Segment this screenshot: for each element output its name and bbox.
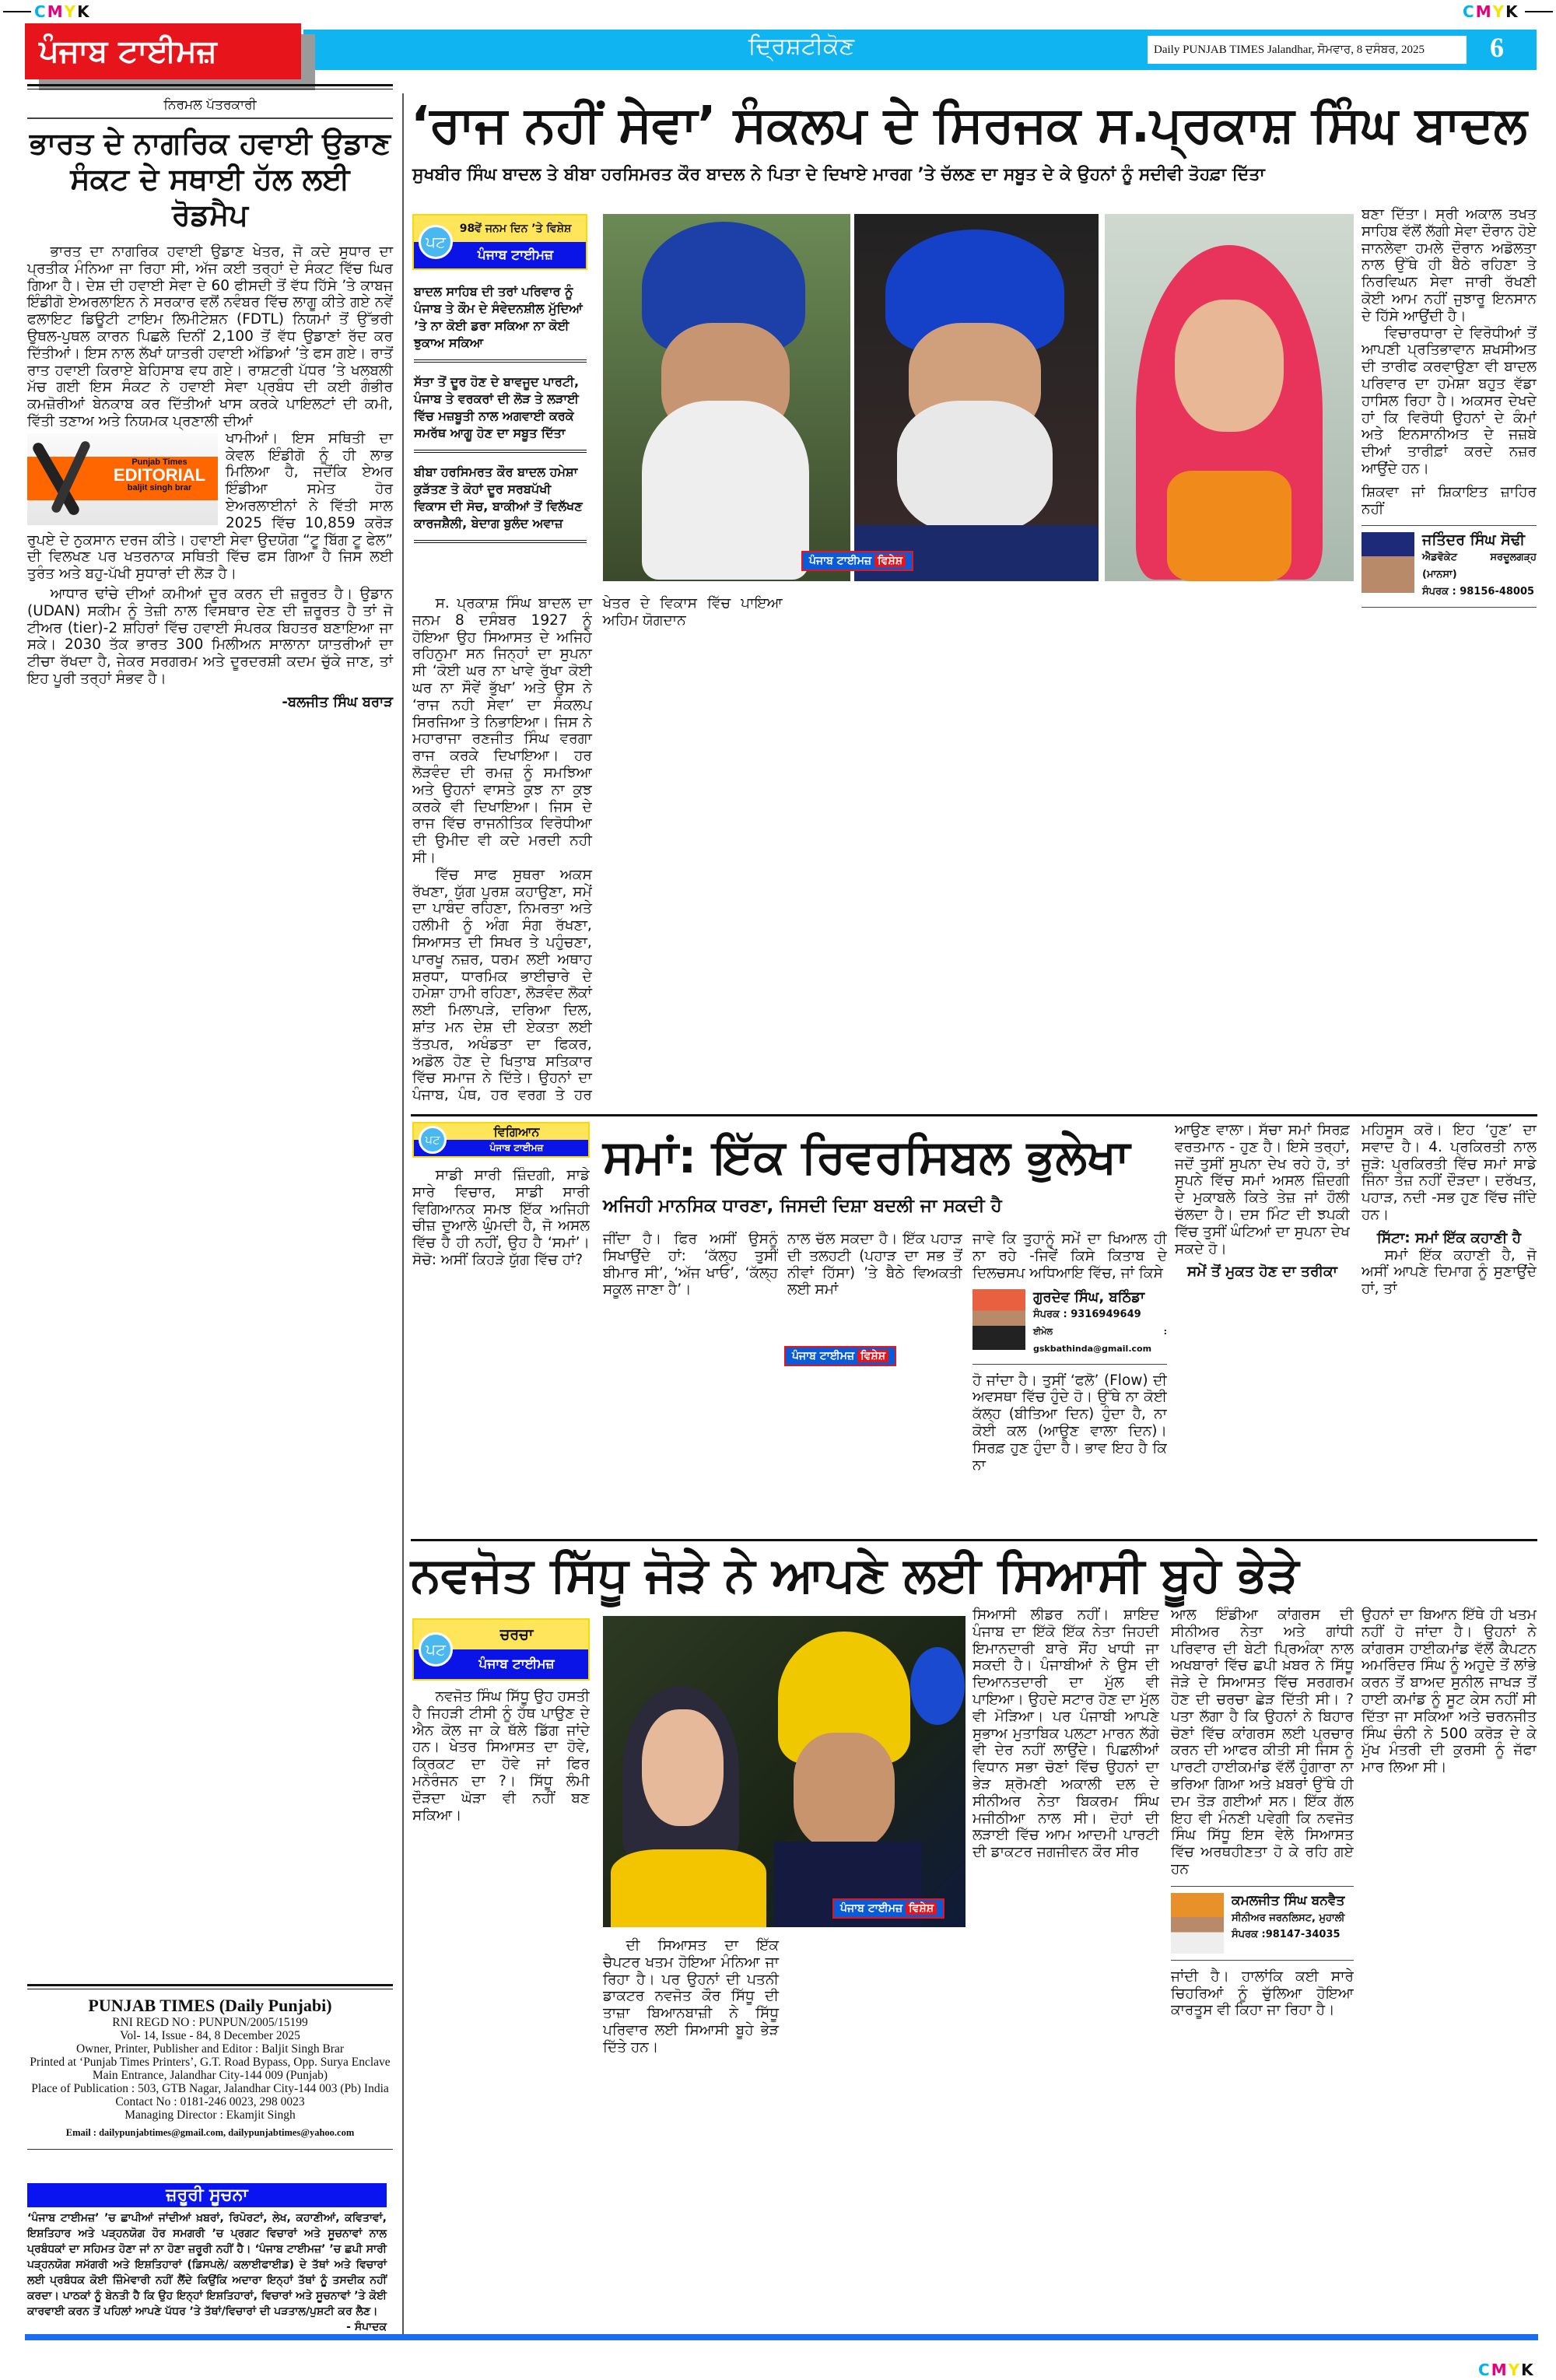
photo-harsimrat-kaur-badal [1105,214,1354,581]
story2-subhead: ਅਜਿਹੀ ਮਾਨਸਿਕ ਧਾਰਣਾ, ਜਿਸਦੀ ਦਿਸ਼ਾ ਬਦਲੀ ਜਾ ਸਕਦੀ ਹੈ [603,1196,1002,1216]
editorial-signature: -ਬਲਜੀਤ ਸਿੰਘ ਬਰਾੜ [282,693,393,710]
author-name: ਕਮਲਜੀਤ ਸਿੰਘ ਬਨਵੈਤ [1232,1892,1345,1909]
registration-mark [1525,11,1553,12]
author-role: ਸੀਨੀਅਰ ਜਰਨਲਿਸਟ, ਮੁਹਾਲੀ [1232,1912,1345,1924]
editorial-body [27,244,393,688]
cmyk-mark-left: CMYK [34,2,91,21]
divider [27,2149,393,2150]
story3-column [1171,1607,1354,2326]
author-name: ਗੁਰਦੇਵ ਸਿੰਘ, ਬਠਿੰਡਾ [1033,1289,1145,1306]
imprint-volume: Vol- 14, Issue - 84, 8 December 2025 [120,2029,300,2042]
editorial-headline: ਭਾਰਤ ਦੇ ਨਾਗਰਿਕ ਹਵਾਈ ਉਡਾਣ ਸੰਕਟ ਦੇ ਸਥਾਈ ਹੱਲ ਲਈ ਰੋਡਮੈਪ [30,126,391,232]
imprint-contact: Contact No : 0181-246 0023, 298 0023 [115,2095,305,2108]
story1-subhead: ਸੁਖਬੀਰ ਸਿੰਘ ਬਾਦਲ ਤੇ ਬੀਬਾ ਹਰਸਿਮਰਤ ਕੌਰ ਬਾਦਲ ਨੇ ਪਿਤਾ ਦੇ ਦਿਖਾਏ ਮਾਰਗ ’ਤੇ ਚੱਲਣ ਦਾ ਸਬੂਤ ਦੇ ਕੇ ਉਹਨਾਂ ਨੂੰ ਸਦੀਵੀ ਤੋਹਫ਼ਾ ਦਿੱਤਾ [412,165,1265,184]
story3-headline: ਨਵਜੋਤ ਸਿੱਧੂ ਜੋੜੇ ਨੇ ਆਪਣੇ ਲਈ ਸਿਆਸੀ ਬੂਹੇ ਭੇੜੇ [411,1546,1299,1603]
notice-signoff: - ਸੰਪਾਦਕ [346,2321,387,2333]
story2-column [787,1231,962,1534]
author-photo [1362,532,1414,593]
highlight-point: ਬੀਬਾ ਹਰਸਿਮਰਤ ਕੌਰ ਬਾਦਲ ਹਮੇਸ਼ਾ ਕੁੜੱਤਣ ਤੋ ਕੋਹਾਂ ਦੂਰ ਸਰਬਪੱਖੀ ਵਿਕਾਸ ਦੀ ਸੋਚ, ਬਾਕੀਆਂ ਤੋਂ ਵਿਲੱਖਣ ਕਾਰਜਸ਼ੈਲੀ, ਬੇਦਾਗ ਬੁਲੰਦ ਅਵਾਜ਼ [414,459,587,543]
badge-title: EDITORIAL [113,464,206,485]
story2-column [1362,1122,1537,1534]
highlight-point: ਸੱਤਾ ਤੋਂ ਦੂਰ ਹੋਣ ਦੇ ਬਾਵਜੂਦ ਪਾਰਟੀ, ਪੰਜਾਬ ਤੇ ਵਰਕਰਾਂ ਦੀ ਲੋੜ ਤੇ ਲੜਾਈ ਵਿੱਚ ਮਜ਼ਬੂਤੀ ਨਾਲ ਅਗਵਾਈ ਕਰਕੇ ਸਮਰੱਥ ਆਗੂ ਹੋਣ ਦਾ ਸਬੂਤ ਦਿੱਤਾ [414,369,587,453]
story-paragraph: ਸ. ਪ੍ਰਕਾਸ਼ ਸਿੰਘ ਬਾਦਲ ਦਾ ਜਨਮ 8 ਦਸੰਬਰ 1927 ਨੂੰ ਹੋਇਆ ਉਹ ਸਿਆਸਤ ਦੇ ਅਜਿਹੇ ਰਹਿਨੁਮਾ ਸਨ ਜਿਨ੍ਹਾਂ ਦਾ ਸੁਪਨਾ ਸੀ ‘ਕੋਈ ਘਰ ਨਾ ਖਾਵੇ ਰੁੱਖਾ ਕੋਈ ਘਰ ਨਾ ਸੌਵੇਂ ਭੁੱਖਾ’ ਅਤੇ ਉਸ ਨੇ ‘ਰਾਜ ਨਹੀ ਸੇਵਾ’ ਦਾ ਸੰਕਲਪ ਸਿਰਜਿਆ ਤੇ ਨਿਭਾਇਆ। ਜਿਸ ਨੇ ਮਹਾਰਾਜਾ ਰਣਜੀਤ ਸਿੰਘ ਵਰਗਾ ਰਾਜ ਕਰਕੇ ਦਿਖਾਇਆ। ਹਰ ਲੋੜਵੰਦ ਦੀ ਰਮਜ਼ ਨੂੰ ਸਮਝਿਆ ਅਤੇ ਉਹਨਾਂ ਵਾਸਤੇ ਕੁਝ ਨਾ ਕੁਝ ਕਰਕੇ ਵੀ ਦਿਖਾਇਆ। ਜਿਸ ਦੇ ਰਾਜ ਵਿੱਚ ਰਾਜਨੀਤਿਕ ਵਿਰੋਧੀਆ ਦੀ ਉਮੀਦ ਵੀ ਕਦੇ ਮਰਦੀ ਨਹੀ ਸੀ। [412,595,592,866]
story2-tag: ਪੰਜਾਬ ਟਾਈਮਜ਼ ਵਿਸ਼ੇਸ਼ [784,1346,896,1366]
dateline-text: Daily PUNJAB TIMES Jalandhar, ਸੋਮਵਾਰ, 8 ਦਸੰਬਰ, 2025 [1154,44,1425,56]
story-paragraph: ਸਾਡੀ ਸਾਰੀ ਜ਼ਿੰਦਗੀ, ਸਾਡੇ ਸਾਰੇ ਵਿਚਾਰ, ਸਾਡੀ ਸਾਰੀ ਵਿਗਿਆਨਕ ਸਮਝ ਇੱਕ ਅਜਿਹੀ ਚੀਜ਼ ਦੁਆਲੇ ਘੁੰਮਦੀ ਹੈ, ਜੋ ਅਸਲ ਵਿੱਚ ਹੈ ਹੀ ਨਹੀਂ, ਉਹ ਹੈ ‘ਸਮਾਂ’। ਸੋਚੋ: ਅਸੀਂ ਕਿਹੜੇ ਯੁੱਗ ਵਿੱਚ ਹਾਂ? [412,1167,590,1268]
imprint-email: Email : dailypunjabtimes@gmail.com, dailypunjabtimes@yahoo.com [65,2127,355,2138]
author-role: ਐਡਵੋਕੇਟ ਸਰਦੂਲਗੜ੍ਹ (ਮਾਨਸਾ) [1422,552,1537,580]
story3-section-badge [412,1618,590,1681]
story2-byline [972,1289,1167,1364]
story1-body [412,595,1354,1113]
badge-brand: Punjab Times [131,457,187,467]
story2-left-column [412,1167,590,1533]
editorial-paragraph: ਖਾਮੀਆਂ। ਇਸ ਸਥਿਤੀ ਦਾ ਕੇਵਲ ਇੰਡੀਗੋ ਨੂੰ ਹੀ ਲਾਭ ਮਿਲਿਆ ਹੈ, ਜਦੋਂਕਿ ਏਅਰ ਇੰਡੀਆ ਸਮੇਤ ਹੋਰ ਏਅਰਲਾਈਨਾਂ ਨੇ ਵਿੱਤੀ ਸਾਲ 2025 ਵਿੱਚ 10,859 ਕਰੋੜ ਰੁਪਏ ਦੇ ਨੁਕਸਾਨ ਦਰਜ ਕੀਤੇ। ਹਵਾਈ ਸੇਵਾ ਉਦਯੋਗ “ਟੂ ਬਿੱਗ ਟੂ ਫੇਲ” ਦੀ ਵਿਲਖਣ ਪਰ ਖਤਰਨਾਕ ਸਥਿਤੀ ਵਿੱਚ ਫਸ ਗਿਆ ਹੈ ਜਿਸ ਲਈ ਤੁਰੰਤ ਅਤੇ ਬਹੁ-ਪੱਖੀ ਸੁਧਾਰਾਂ ਦੀ ਲੋੜ ਹੈ। [27,429,393,583]
column-divider [402,93,404,2334]
imprint-title: PUNJAB TIMES (Daily Punjabi) [88,1996,332,2015]
story-paragraph: ਆਲ ਇੰਡੀਆ ਕਾਂਗਰਸ ਦੀ ਸੀਨੀਅਰ ਨੇਤਾ ਅਤੇ ਗਾਂਧੀ ਪਰਿਵਾਰ ਦੀ ਬੇਟੀ ਪ੍ਰਿਅੰਕਾ ਨਾਲ ਅਖਬਾਰਾਂ ਵਿੱਚ ਛਪੀ ਖ਼ਬਰ ਨੇ ਸਿੱਧੂ ਜੋੜੇ ਦੇ ਸਿਆਸਤ ਵਿੱਚ ਸਰਗਰਮ ਹੋਣ ਦੀ ਚਰਚਾ ਛੇੜ ਦਿੱਤੀ ਸੀ। ? ਪਤਾ ਲੱਗਾ ਹੈ ਕਿ ਉਹਨਾਂ ਨੇ ਬਿਹਾਰ ਚੋਣਾਂ ਵਿੱਚ ਕਾਂਗਰਸ ਲਈ ਪ੍ਰਚਾਰ ਕਰਨ ਦੀ ਆਫਰ ਕੀਤੀ ਸੀ ਜਿਸ ਨੂੰ ਪਾਰਟੀ ਹਾਈਕਮਾਂਡ ਵੱਲੋਂ ਹੁੰਗਾਰਾ ਨਾ ਭਰਿਆ ਗਿਆ ਅਤੇ ਖ਼ਬਰਾਂ ਉੱਥੇ ਹੀ ਦਮ ਤੋੜ ਗਈਆਂ ਸਨ। ਇੱਕ ਗੱਲ ਇਹ ਵੀ ਮੰਨਣੀ ਪਵੇਗੀ ਕਿ ਨਵਜੋਤ ਸਿੰਘ ਸਿੱਧੂ ਇਸ ਵੇਲੇ ਸਿਆਸਤ ਵਿੱਚ ਅਰਥਹੀਣਤਾ ਹੋ ਕੇ ਰਹਿ ਗਏ ਹਨ [1171,1607,1354,1877]
footer-bar [25,2334,1538,2340]
subheading: ਸਿੱਟਾ: ਸਮਾਂ ਇੱਕ ਕਹਾਣੀ ਹੈ [1376,1229,1522,1246]
story-paragraph: ਜਾਂਦੀ ਹੈ। ਹਾਲਾਂਕਿ ਕਈ ਸਾਰੇ ਚਿਹਰਿਆਂ ਨੂੰ ਚੁੱਲਿਆ ਹੋਇਆ ਕਾਰਤੂਸ ਵੀ ਕਿਹਾ ਜਾ ਰਿਹਾ ਹੈ। [1171,1968,1354,2019]
story-paragraph: ਵਿੱਚ ਸਾਫ ਸੁਥਰਾ ਅਕਸ ਰੱਖਣਾ, ਯੁੱਗ ਪੁਰਸ਼ ਕਹਾਉਣਾ, ਸਮੇਂ ਦਾ ਪਾਬੰਦ ਰਹਿਣਾ, ਨਿਮਰਤਾ ਅਤੇ ਹਲੀਮੀ ਨੂੰ ਅੰਗ ਸੰਗ ਰੱਖਣਾ, ਸਿਆਸਤ ਦੀ ਸਿਖਰ ਤੇ ਪਹੁੰਚਣਾ, ਪਾਰਖੂ ਨਜ਼ਰ, ਧਰਮ ਲਈ ਅਥਾਹ ਸ਼ਰਧਾ, ਧਾਰਮਿਕ ਭਾਈਚਾਰੇ ਦੇ ਹਮੇਸ਼ਾ ਹਾਮੀ ਰਹਿਣਾ, ਲੋੜਵੰਦ ਲੋਕਾਂ ਲਈ ਮਿਲਾਪੜੇ, ਦਰਿਆ ਦਿਲ, ਸ਼ਾਂਤ ਮਨ ਦੇਸ਼ ਦੀ ਏਕਤਾ ਲਈ ਤੱਤਪਰ, ਅਖੰਡਤਾ ਦਾ ਫਿਕਰ, ਅਡੋਲ ਹੋਣ ਦੇ ਖਿਤਾਬ ਸਤਿਕਾਰ ਵਿੱਚ ਸਮਾਜ ਨੇ ਦਿੱਤੇ। ਉਹਨਾਂ ਦਾ ਪੰਜਾਬ, ਪੰਥ, ਹਰ ਵਰਗ ਤੇ ਹਰ ਖੇਤਰ ਦੇ ਵਿਕਾਸ ਵਿੱਚ ਪਾਇਆ ਅਹਿਮ ਯੋਗਦਾਨ [412,595,783,1104]
imprint-owner: Owner, Printer, Publisher and Editor : Baljit Singh Brar [75,2042,345,2056]
author-contact: ਸੰਪਰਕ : 98156-48005 [1422,585,1535,598]
editorial-paragraph: ਆਧਾਰ ਢਾਂਚੇ ਦੀਆਂ ਕਮੀਆਂ ਦੂਰ ਕਰਨ ਦੀ ਜ਼ਰੂਰਤ ਹੈ। ਉਡਾਨ (UDAN) ਸਕੀਮ ਨੂੰ ਤੇਜ਼ੀ ਨਾਲ ਵਿਸਥਾਰ ਦੇਣ ਦੀ ਜ਼ਰੂਰਤ ਹੈ ਤਾਂ ਜੋ ਟੀਅਰ (tier)-2 ਸ਼ਹਿਰਾਂ ਵਿੱਚ ਹਵਾਈ ਸੰਪਰਕ ਬਿਹਤਰ ਬਣਾਇਆ ਜਾ ਸਕੇ। 2030 ਤੱਕ ਭਾਰਤ 300 ਮਿਲੀਅਨ ਸਾਲਾਨਾ ਯਾਤਰੀਆਂ ਦਾ ਟੀਚਾ ਰੱਖਦਾ ਹੈ, ਜੇਕਰ ਸਰਗਰਮ ਅਤੇ ਦੂਰਦਰਸ਼ੀ ਕਦਮ ਚੁੱਕੇ ਜਾਣ, ਤਾਂ ਇਹ ਪੂਰੀ ਤਰ੍ਹਾਂ ਸੰਭਵ ਹੈ। [27,585,393,687]
story3-left-column [412,1688,590,2326]
photo-sukhbir-singh-badal [854,214,1099,581]
divider [27,84,393,89]
punjab-times-logo-icon: ਪਟ [419,1126,447,1154]
author-name: ਜਤਿੰਦਰ ਸਿੰਘ ਸੋਢੀ [1422,531,1525,549]
divider [27,1984,393,1989]
story-paragraph: ਆਉਣ ਵਾਲਾ। ਸੱਚਾ ਸਮਾਂ ਸਿਰਫ਼ ਵਰਤਮਾਨ - ਹੁਣ ਹੈ। ਇਸੇ ਤਰ੍ਹਾਂ, ਜਦੋਂ ਤੁਸੀਂ ਸੁਪਨਾ ਦੇਖ ਰਹੇ ਹੋ, ਤਾਂ ਸੁਪਨੇ ਵਿੱਚ ਸਮਾਂ ਅਸਲ ਜ਼ਿੰਦਗੀ ਦੇ ਮੁਕਾਬਲੇ ਕਿਤੇ ਤੇਜ਼ ਜਾਂ ਹੌਲੀ ਚੱਲਦਾ ਹੈ। ਦਸ ਮਿੰਟ ਦੀ ਝਪਕੀ ਵਿੱਚ ਤੁਸੀਂ ਘੰਟਿਆਂ ਦਾ ਸੁਪਨਾ ਦੇਖ ਸਕਦੇ ਹੋ। [1175,1122,1350,1257]
beard [897,401,1053,533]
photo-tag: ਪੰਜਾਬ ਟਾਈਮਜ਼ ਵਿਸ਼ੇਸ਼ [832,1898,944,1919]
badge-brand: ਪੰਜਾਬ ਟਾਈਮਜ਼ [414,1649,588,1679]
story-paragraph: ਨਵਜੋਤ ਸਿੰਘ ਸਿੱਧੂ ਉਹ ਹਸਤੀ ਹੈ ਜਿਹੜੀ ਟੀਸੀ ਨੂੰ ਹੱਥ ਪਾਉਣ ਦੇ ਐਨ ਕੋਲ ਜਾ ਕੇ ਥੱਲੇ ਡਿੱਗ ਜਾਂਦੇ ਹਨ। ਖੇਤਰ ਸਿਆਸਤ ਦਾ ਹੋਵੇ, ਕ੍ਰਿਕਟ ਦਾ ਹੋਵੇ ਜਾਂ ਫਿਰ ਮਨੋਰੰਜਨ ਦਾ ?। ਸਿੱਧੂ ਲੰਮੀ ਦੌੜਦਾ ਘੋੜਾ ਵੀ ਨਹੀਂ ਬਣ ਸਕਿਆ। [412,1688,590,1824]
face [642,1709,724,1826]
cmyk-mark-bottom: CMYK [1478,2361,1535,2379]
author-contact: ਸੰਪਰਕ :98147-34035 [1232,1929,1340,1941]
story2-column [603,1231,778,1534]
editorial-badge [27,433,218,525]
author-email: ਈਮੇਲ : gskbathinda@gmail.com [1033,1326,1167,1354]
story-paragraph: ਦੀ ਸਿਆਸਤ ਦਾ ਇੱਕ ਚੈਪਟਰ ਖਤਮ ਹੋਇਆ ਮੰਨਿਆ ਜਾ ਰਿਹਾ ਹੈ। ਪਰ ਉਹਨਾਂ ਦੀ ਪਤਨੀ ਡਾਕਟਰ ਨਵਜੋਤ ਕੌਰ ਸਿੱਧੂ ਦੀ ਤਾਜ਼ਾ ਬਿਆਨਬਾਜ਼ੀ ਨੇ ਸਿੱਧੂ ਪਰਿਵਾਰ ਲਈ ਸਿਆਸੀ ਬੂਹੇ ਭੇੜ ਦਿੱਤੇ ਹਨ। [603,1937,779,2056]
photo-parkash-singh-badal [603,214,850,581]
imprint-place: Place of Publication : 503, GTB Nagar, Jalandhar City-144 003 (Pb) India [31,2082,389,2095]
punjab-times-logo-icon: ਪਟ [419,225,453,259]
story3-byline [1171,1886,1354,1961]
face [794,1733,895,1849]
page-number: 6 [1490,32,1504,63]
beard [642,401,809,580]
story-paragraph: ਹੋ ਜਾਂਦਾ ਹੈ। ਤੁਸੀਂ ‘ਫਲੋ’ (Flow) ਦੀ ਅਵਸਥਾ ਵਿੱਚ ਹੁੰਦੇ ਹੋ। ਉੱਥੇ ਨਾ ਕੋਈ ਕੱਲ੍ਹ (ਬੀਤਿਆ ਦਿਨ) ਹੁੰਦਾ ਹੈ, ਨਾ ਕੋਈ ਕਲ (ਆਉਣ ਵਾਲਾ ਦਿਨ)। ਸਿਰਫ਼ ਹੁਣ ਹੁੰਦਾ ਹੈ। ਭਾਵ ਇਹ ਹੈ ਕਿ ਨਾ [972,1372,1167,1474]
editorial-article [27,84,393,710]
section-title: ਦ੍ਰਿਸ਼ਟੀਕੋਣ [748,33,855,60]
story1-byline [1362,525,1537,607]
badge-label: ਵਿਗਿਆਨ [414,1123,588,1140]
story3-column [1362,1607,1537,2326]
badge-label: 98ਵੇਂ ਜਨਮ ਦਿਨ ’ਤੇ ਵਿਸ਼ੇਸ਼ [414,216,586,242]
imprint-printer: Printed at ‘Punjab Times Printers’, G.T. Road Bypass, Opp. Surya Enclave Main Entrance, Jalandhar City-144 009 (Punjab) [30,2056,391,2082]
story3-column [972,1607,1159,2326]
divider [411,1539,1537,1541]
column-kicker: ਨਿਰਮਲ ਪੱਤਰਕਾਰੀ [163,97,257,113]
newspaper-logo: ਪੰਜਾਬ ਟਾਈਮਜ਼ [25,23,301,79]
notice-title: ਜ਼ਰੂਰੀ ਸੂਚਨਾ [27,2183,387,2207]
story-paragraph: ਉਹਨਾਂ ਦਾ ਬਿਆਨ ਇੱਥੇ ਹੀ ਖਤਮ ਨਹੀਂ ਹੋ ਜਾਂਦਾ ਹੈ। ਉਹਨਾਂ ਨੇ ਕਾਂਗਰਸ ਹਾਈਕਮਾਂਡ ਵੱਲੋਂ ਕੈਪਟਨ ਅਮਰਿੰਦਰ ਸਿੰਘ ਨੂੰ ਅਹੁਦੇ ਤੋਂ ਲਾਂਭੇ ਕਰਨ ਤੋਂ ਬਾਅਦ ਸੁਨੀਲ ਜਾਖੜ ਤੋਂ ਹਾਈ ਕਮਾਂਡ ਨੂੰ ਸੂਟ ਕੇਸ ਨਹੀਂ ਸੀ ਦਿੱਤਾ ਜਾ ਸਕਿਆ ਅਤੇ ਚਰਨਜੀਤ ਸਿੰਘ ਚੰਨੀ ਨੇ 500 ਕਰੋੜ ਦੇ ਕੇ ਮੁੱਖ ਮੰਤਰੀ ਦੀ ਕੁਰਸੀ ਨੂੰ ਜੱਫਾ ਮਾਰ ਲਿਆ ਸੀ। [1362,1607,1537,1776]
story1-headline: ‘ਰਾਜ ਨਹੀਂ ਸੇਵਾ’ ਸੰਕਲਪ ਦੇ ਸਿਰਜਕ ਸ.ਪ੍ਰਕਾਸ਼ ਸਿੰਘ ਬਾਦਲ [411,96,1527,154]
story-paragraph: ਜਾਵੇ ਕਿ ਤੁਹਾਨੂੰ ਸਮੇਂ ਦਾ ਖਿਆਲ ਹੀ ਨਾ ਰਹੇ -ਜਿਵੇਂ ਕਿਸੇ ਕਿਤਾਬ ਦੇ ਦਿਲਚਸਪ ਅਧਿਆਇ ਵਿੱਚ, ਜਾਂ ਕਿਸੇ [972,1231,1167,1281]
story1-highlights [414,279,587,549]
badge-brand: ਪੰਜਾਬ ਟਾਈਮਜ਼ [414,1140,588,1156]
notice-box [27,2183,387,2335]
story3-body [603,1937,965,2326]
story2-column [1175,1122,1350,1534]
badge-author: baljit singh brar [127,482,192,492]
turban [910,1647,965,1725]
story-paragraph: ਬਣਾ ਦਿੱਤਾ। ਸ੍ਰੀ ਅਕਾਲ ਤਖਤ ਸਾਹਿਬ ਵੱਲੋਂ ਲੱਗੀ ਸੇਵਾ ਦੌਰਾਨ ਹੋਏ ਜਾਨਲੇਵਾ ਹਮਲੇ ਦੌਰਾਨ ਅਡੋਲਤਾ ਨਾਲ ਉੱਥੇ ਹੀ ਬੈਠੇ ਰਹਿਣਾ ਤੇ ਨਿਰਵਿਘਨ ਸੇਵਾ ਜਾਰੀ ਰੱਖਣੀ ਕੋਈ ਆਮ ਨਹੀਂ ਜੁਝਾਰੂ ਇਨਸਾਨ ਦੇ ਹਿੱਸੇ ਆਉਂਦੀ ਹੈ। [1362,206,1537,324]
cmyk-mark-right: CMYK [1463,2,1519,21]
story-paragraph: ਵਿਚਾਰਧਾਰਾ ਦੇ ਵਿਰੋਧੀਆਂ ਤੋਂ ਆਪਣੀ ਪ੍ਰਤਿਭਾਵਾਨ ਸ਼ਖਸੀਅਤ ਦੀ ਤਾਰੀਫ ਕਰਵਾਉਣਾ ਵੀ ਬਾਦਲ ਪਰਿਵਾਰ ਦਾ ਹਮੇਸ਼ਾ ਬਹੁਤ ਵੱਡਾ ਹਾਸਿਲ ਰਿਹਾ ਹੈ। ਅਕਸਰ ਦੇਖਦੇ ਹਾਂ ਕਿ ਵਿਰੋਧੀ ਉਹਨਾਂ ਦੇ ਕੰਮਾਂ ਅਤੇ ਇਨਸਾਨੀਅਤ ਦੇ ਜਜ਼ਬੇ ਦੀਆਂ ਤਾਰੀਫ਼ਾਂ ਕਰਦੇ ਨਜ਼ਰ ਆਉਂਦੇ ਹਨ। [1362,324,1537,477]
story-paragraph: ਸਮਾਂ ਇੱਕ ਕਹਾਣੀ ਹੈ, ਜੋ ਅਸੀਂ ਆਪਣੇ ਦਿਮਾਗ ਨੂੰ ਸੁਣਾਉਂਦੇ ਹਾਂ, ਤਾਂ [1362,1246,1537,1298]
badge-brand: ਪੰਜਾਬ ਟਾਈਮਜ਼ [414,242,586,268]
divider [27,117,393,119]
photo-navjot-sidhu-couple [603,1616,965,1927]
story-paragraph: ਸ਼ਿਕਵਾ ਜਾਂ ਸ਼ਿਕਾਇਤ ਜ਼ਾਹਿਰ ਨਹੀਂ [1362,483,1537,517]
notice-body: ‘ਪੰਜਾਬ ਟਾਈਮਜ਼’ ’ਚ ਛਾਪੀਆਂ ਜਾਂਦੀਆਂ ਖ਼ਬਰਾਂ, ਰਿਪੋਰਟਾਂ, ਲੇਖ, ਕਹਾਣੀਆਂ, ਕਵਿਤਾਵਾਂ, ਇਸ਼ਤਿਹਾਰ ਅਤੇ ਪੜ੍ਹਨਯੋਗ ਹੋਰ ਸਮਗਰੀ ’ਚ ਪ੍ਰਗਟ ਵਿਚਾਰਾਂ ਅਤੇ ਸੂਚਨਾਵਾਂ ਨਾਲ ਪ੍ਰਬੰਧਕਾਂ ਦਾ ਸਹਿਮਤ ਹੋਣਾ ਜਾਂ ਨਾ ਹੋਣਾ ਜ਼ਰੂਰੀ ਨਹੀਂ ਹੈ। ‘ਪੰਜਾਬ ਟਾਈਮਜ਼’ ’ਚ ਛਪੀ ਸਾਰੀ ਪੜ੍ਹਨਯੋਗ ਸਮੱਗਰੀ ਅਤੇ ਇਸ਼ਤਿਹਾਰਾਂ (ਡਿਸਪਲੇ/ ਕਲਾਈਫਾਈਡ) ਦੇ ਤੱਥਾਂ ਅਤੇ ਵਿਚਾਰਾਂ ਲਈ ਪ੍ਰਬੰਧਕ ਕੋਈ ਜ਼ਿੰਮੇਵਾਰੀ ਨਹੀਂ ਲੈਂਦੇ ਕਿਉਂਕਿ ਅਦਾਰਾ ਇਨ੍ਹਾਂ ਤੱਥਾਂ ਨੂੰ ਤਸਦੀਕ ਨਹੀਂ ਕਰਦਾ। ਪਾਠਕਾਂ ਨੂੰ ਬੇਨਤੀ ਹੈ ਕਿ ਉਹ ਇਨ੍ਹਾਂ ਇਸ਼ਤਿਹਾਰਾਂ, ਵਿਚਾਰਾਂ ਅਤੇ ਸੂਚਨਾਵਾਂ ’ਤੇ ਕੋਈ ਕਾਰਵਾਈ ਕਰਨ ਤੋਂ ਪਹਿਲਾਂ ਆਪਣੇ ਪੱਧਰ ’ਤੇ ਤੱਥਾਂ/ਵਿਚਾਰਾਂ ਦੀ ਪੜਤਾਲ/ਪੁਸ਼ਟੀ ਕਰ ਲੈਣ। [27,2212,387,2318]
clothes [611,1849,766,1927]
imprint-rni: RNI REGD NO : PUNPUN/2005/15199 [112,2016,308,2029]
badge-label: ਚਰਚਾ [414,1620,588,1649]
imprint [27,1984,393,2150]
author-photo [972,1289,1025,1350]
story2-headline: ਸਮਾਂ: ਇੱਕ ਰਿਵਰਸਿਬਲ ਭੁਲੇਖਾ [603,1130,1130,1184]
author-photo [1171,1893,1224,1954]
subheading: ਸਮੇਂ ਤੋਂ ਮੁਕਤ ਹੋਣ ਦਾ ਤਰੀਕਾ [1187,1264,1337,1281]
highlight-point: ਬਾਦਲ ਸਾਹਿਬ ਦੀ ਤਰਾਂ ਪਰਿਵਾਰ ਨੂੰ ਪੰਜਾਬ ਤੇ ਕੌਮ ਦੇ ਸੰਵੇਦਨਸ਼ੀਲ ਮੁੱਦਿਆਂ ’ਤੇ ਨਾ ਕੋਈ ਡਰਾ ਸਕਿਆ ਨਾ ਕੋਈ ਝੁਕਾਅ ਸਕਿਆ [414,279,587,363]
face [1175,300,1284,432]
editorial-paragraph: ਭਾਰਤ ਦਾ ਨਾਗਰਿਕ ਹਵਾਈ ਉਡਾਣ ਖੇਤਰ, ਜੋ ਕਦੇ ਸੁਧਾਰ ਦਾ ਪ੍ਰਤੀਕ ਮੰਨਿਆ ਜਾ ਰਿਹਾ ਸੀ, ਅੱਜ ਕਈ ਤਰ੍ਹਾਂ ਦੇ ਸੰਕਟ ਵਿੱਚ ਘਿਰ ਗਿਆ ਹੈ। ਦੇਸ਼ ਦੀ ਹਵਾਈ ਸੇਵਾ ਦੇ 60 ਫੀਸਦੀ ਤੋਂ ਵੱਧ ਹਿੱਸੇ ’ਤੇ ਕਾਬਜ ਇੰਡੀਗੋ ਏਅਰਲਾਇਨ ਨੇ ਸਰਕਾਰ ਵਲੋਂ ਨਵੰਬਰ ਵਿੱਚ ਲਾਗੂ ਕੀਤੇ ਗਏ ਨਵੇਂ ਫਲਾਇਟ ਡਿਊਟੀ ਟਾਇਮ ਲਿਮੀਟੇਸ਼ਨ (FDTL) ਨਿਯਮਾਂ ਤੋਂ ਉੱਭਰੀ ਉਥਲ-ਪੁਥਲ ਕਾਰਨ ਪਿਛਲੇ ਦਿਨੀਂ 2,100 ਤੋਂ ਵੱਧ ਉਡਾਣਾਂ ਰੱਦ ਕਰ ਦਿੱਤੀਆਂ। ਇਸ ਨਾਲ ਲੱਖਾਂ ਯਾਤਰੀ ਹਵਾਈ ਅੱਡਿਆਂ ’ਤੇ ਫਸ ਗਏ। ਰਾਤੋਂ ਰਾਤ ਹਵਾਈ ਕਿਰਾਏ ਬੇਹਿਸਾਬ ਵਧ ਗਏ। ਰਾਸ਼ਟਰੀ ਪੱਧਰ ’ਤੇ ਖਲਬਲੀ ਮੱਚ ਗਈ ਇਸ ਸੰਕਟ ਨੇ ਹਵਾਈ ਸੇਵਾ ਪ੍ਰਬੰਧ ਦੀ ਕਈ ਗੰਭੀਰ ਕਮਜ਼ੋਰੀਆਂ ਬੇਨਕਾਬ ਕਰ ਦਿੱਤੀਆਂ ਖਾਸ ਕਰਕੇ ਪਾਇਲਟਾਂ ਦੀ ਕਮੀ, ਵਿੱਤੀ ਤਣਾਅ ਅਤੇ ਨਿਯਮਕ ਪ੍ਰਣਾਲੀ ਦੀਆਂ [27,244,393,429]
author-contact: ਸੰਪਰਕ : 9316949649 [1033,1309,1141,1321]
story2-section-badge [412,1122,590,1158]
story-paragraph: ਮਹਿਸੂਸ ਕਰੋ। ਇਹ ‘ਹੁਣ’ ਦਾ ਸਵਾਦ ਹੈ। 4. ਪ੍ਰਕਿਰਤੀ ਨਾਲ ਜੁੜੋ: ਪ੍ਰਕਿਰਤੀ ਵਿੱਚ ਸਮਾਂ ਸਾਡੇ ਜਿੰਨਾ ਤੇਜ਼ ਨਹੀਂ ਦੌੜਦਾ। ਦਰੱਖਤ, ਪਹਾੜ, ਨਦੀ -ਸਭ ਹੁਣ ਵਿੱਚ ਜੀਂਦੇ ਹਨ। [1362,1122,1537,1223]
story2-column [972,1231,1167,1534]
clothes [1167,471,1291,581]
imprint-managing-director: Managing Director : Ekamjit Singh [124,2108,296,2122]
punjab-times-logo-icon: ਪਟ [419,1632,453,1667]
story-paragraph: ਸਿਆਸੀ ਲੀਡਰ ਨਹੀਂ। ਸ਼ਾਇਦ ਪੰਜਾਬ ਦਾ ਇੱਕੋ ਇੱਕ ਨੇਤਾ ਜਿਹਦੀ ਇਮਾਨਦਾਰੀ ਬਾਰੇ ਸੌਂਹ ਖਾਧੀ ਜਾ ਸਕਦੀ ਹੈ। ਪੰਜਾਬੀਆਂ ਨੇ ਉਸ ਦੀ ਦਿਆਨਤਦਾਰੀ ਦਾ ਮੁੱਲ ਵੀ ਪਾਇਆ। ਉਹਦੇ ਸਟਾਰ ਹੋਣ ਦਾ ਮੁੱਲ ਵੀ ਮੋੜਿਆ। ਪਰ ਪੰਜਾਬੀ ਆਪਣੇ ਸੁਭਾਅ ਮੁਤਾਬਿਕ ਪਲਟਾ ਮਾਰਨ ਲੱਗੇ ਵੀ ਦੇਰ ਨਹੀਂ ਲਾਉਂਦੇ। ਪਿਛਲੀਆਂ ਵਿਧਾਨ ਸਭਾ ਚੋਣਾਂ ਵਿੱਚ ਉਹਨਾਂ ਦਾ ਭੇੜ ਸ਼੍ਰੋਮਣੀ ਅਕਾਲੀ ਦਲ ਦੇ ਸੀਨੀਅਰ ਨੇਤਾ ਬਿਕਰਮ ਸਿੰਘ ਮਜੀਠੀਆ ਨਾਲ ਸੀ। ਦੋਹਾਂ ਦੀ ਲੜਾਈ ਵਿੱਚ ਆਮ ਆਦਮੀ ਪਾਰਟੀ ਦੀ ਡਾਕਟਰ ਜਗਜੀਵਨ ਕੌਰ ਸੀਰ [972,1607,1159,1861]
story1-right-column [1362,206,1537,1113]
photo-tag: ਪੰਜਾਬ ਟਾਈਮਜ਼ ਵਿਸ਼ੇਸ਼ [801,551,913,571]
story-paragraph: ਨਾਲ ਚੱਲ ਸਕਦਾ ਹੈ। ਇੱਕ ਪਹਾੜ ਦੀ ਤਲਹਟੀ (ਪਹਾੜ ਦਾ ਸਭ ਤੋਂ ਨੀਵਾਂ ਹਿੱਸਾ) ’ਤੇ ਬੈਠੇ ਵਿਅਕਤੀ ਲਈ ਸਮਾਂ [787,1231,962,1299]
dateline [1148,36,1467,64]
story-paragraph: ਜੀਂਦਾ ਹੈ। ਫਿਰ ਅਸੀਂ ਉਸਨੂੰ ਸਿਖਾਉਂਦੇ ਹਾਂ: ‘ਕੱਲ੍ਹ ਤੁਸੀਂ ਬੀਮਾਰ ਸੀ’, ‘ਅੱਜ ਖਾਓ’, ‘ਕੱਲ੍ਹ ਸਕੂਲ ਜਾਣਾ ਹੈ’। [603,1231,778,1299]
story1-section-badge [412,214,587,270]
registration-mark [3,11,31,12]
divider [411,1114,1537,1116]
